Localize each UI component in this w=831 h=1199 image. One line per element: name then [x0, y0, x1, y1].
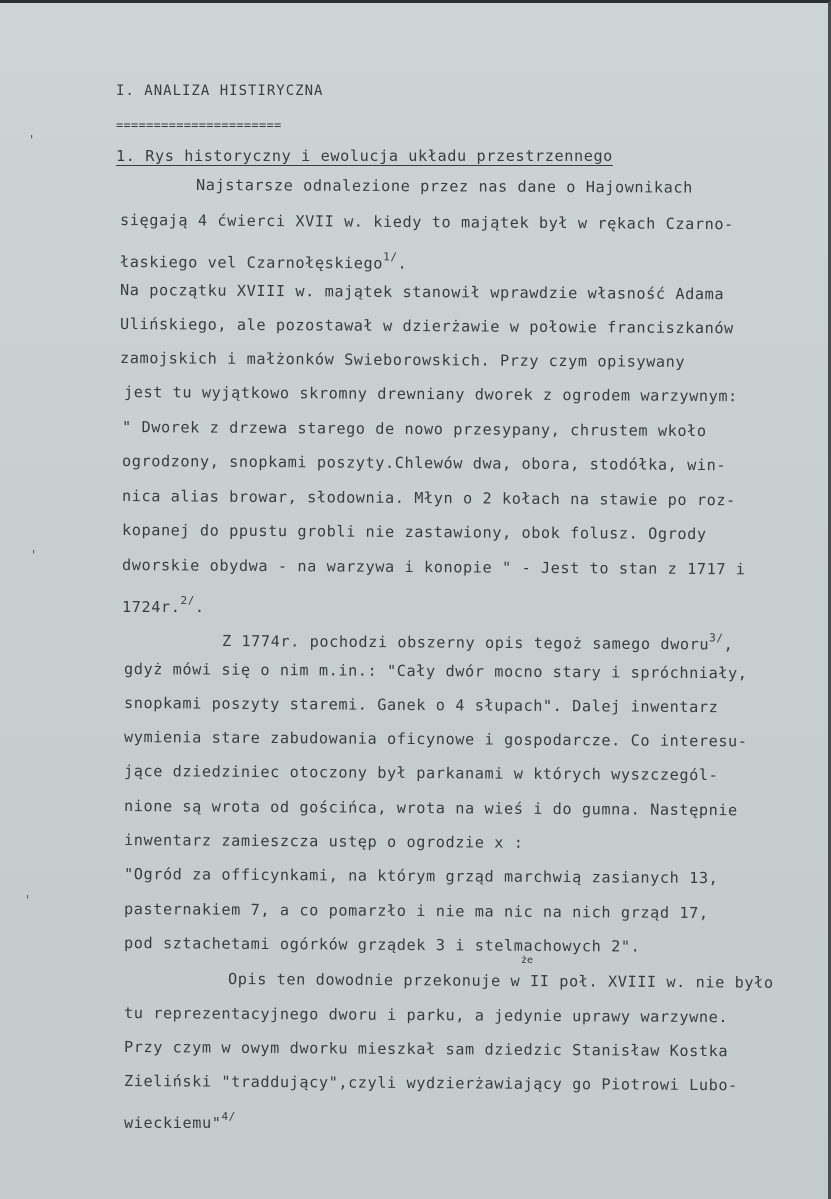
text-line: sięgają 4 ćwierci XVII w. kiedy to majątek był w rękach Czarno-	[119, 211, 734, 234]
footnote-ref: 2/	[180, 594, 195, 607]
text-segment: łaskiego vel Czarnołęskiego	[119, 253, 384, 273]
text-line: tu reprezentacyjnego dworu i parku, a jedynie uprawy warzywne.	[123, 1004, 729, 1027]
text-line	[222, 625, 734, 655]
text-line: Opis ten dowodnie przekonuje w II poł. XVIII w. nie było	[227, 970, 774, 992]
text-line: pasternakiem 7, a co pomarzło i nie ma nic na nich grząd 17,	[123, 900, 709, 923]
text-line: inwentarz zamieszcza ustęp o ogrodzie x :	[123, 831, 524, 852]
text-line: Zieliński "traddujący",czyli wydzierżawiający go Piotrowi Lubo-	[123, 1072, 738, 1095]
text-line: jące dziedziniec otoczony był parkanami w których wyszczegól-	[123, 762, 719, 785]
text-line: nione są wrota od gościńca, wrota na wieś i do gumna. Następnie	[123, 797, 738, 820]
footnote-ref: 4/	[221, 1110, 236, 1123]
text-line	[124, 1107, 236, 1133]
text-line: wymienia stare zabudowania oficynowe i gospodarcze. Co interesu-	[123, 728, 748, 751]
text-line: " Dworek z drzewa starego de nowo przesypany, chrustem wkoło	[121, 418, 707, 441]
text-line	[122, 591, 205, 617]
text-line	[120, 246, 407, 274]
text-segment: wieckiemu"	[124, 1114, 222, 1132]
text-segment: .	[397, 254, 408, 273]
text-line: Przy czym w owym dworku mieszkał sam dziedzic Stanisław Kostka	[123, 1038, 729, 1061]
handwritten-insertion: że	[521, 955, 534, 966]
paper-speck: '	[30, 548, 38, 562]
text-line: nica alias browar, słodownia. Młyn o 2 kołach na stawie po roz-	[121, 487, 736, 510]
text-segment: 1724r.	[122, 598, 181, 616]
text-line: Na początku XVIII w. majątek stanowił wprawdzie własność Adama	[119, 281, 725, 304]
paper-speck: '	[28, 133, 36, 147]
text-line: ogrodzony, snopkami poszyty.Chlewów dwa, obora, stodółka, win-	[121, 452, 727, 475]
text-segment: Z 1774r. pochodzi obszerny opis tegoż samego dworu	[221, 632, 710, 654]
text-line: dworskie obydwa - na warzywa i konopie " - Jest to stan z 1717 i	[121, 556, 746, 579]
footnote-ref: 3/	[709, 631, 724, 645]
text-line: kopanej do ppustu grobli nie zastawiony, obok folusz. Ogrody	[121, 521, 707, 544]
text-line: jest tu wyjątkowo skromny drewniany dworek z ogrodem warzywnym:	[123, 383, 738, 406]
chapter-heading: I. ANALIZA HISTIRYCZNA	[116, 83, 324, 99]
text-line: "Ogród za officynkami, na którym grząd marchwią zasianych 13,	[123, 865, 719, 888]
text-line: snopkami poszyty staremi. Ganek o 4 słupach". Dalej inwentarz	[123, 694, 719, 717]
heading-underline: ======================	[116, 118, 282, 132]
footnote-ref: 1/	[383, 250, 398, 264]
text-line: Najstarsze odnalezione przez nas dane o Hajownikach	[195, 176, 693, 197]
text-segment: .	[194, 598, 205, 616]
section-title: 1. Rys historyczny i ewolucja układu przestrzennego	[116, 147, 613, 165]
text-line: Ulińskiego, ale pozostawał w dzierżawie w połowie franciszkanów	[119, 315, 734, 338]
paper-speck: '	[24, 893, 32, 907]
text-line: pod sztachetami ogórków grządek 3 i stelmachowych 2".	[123, 934, 641, 956]
text-line: gdyż mówi się o nim m.in.: "Cały dwór mocno stary i spróchniały,	[123, 660, 748, 683]
text-segment: ,	[723, 635, 734, 654]
text-line: zamojskich i małżonków Swieborowskich. Przy czym opisywany	[119, 349, 686, 371]
